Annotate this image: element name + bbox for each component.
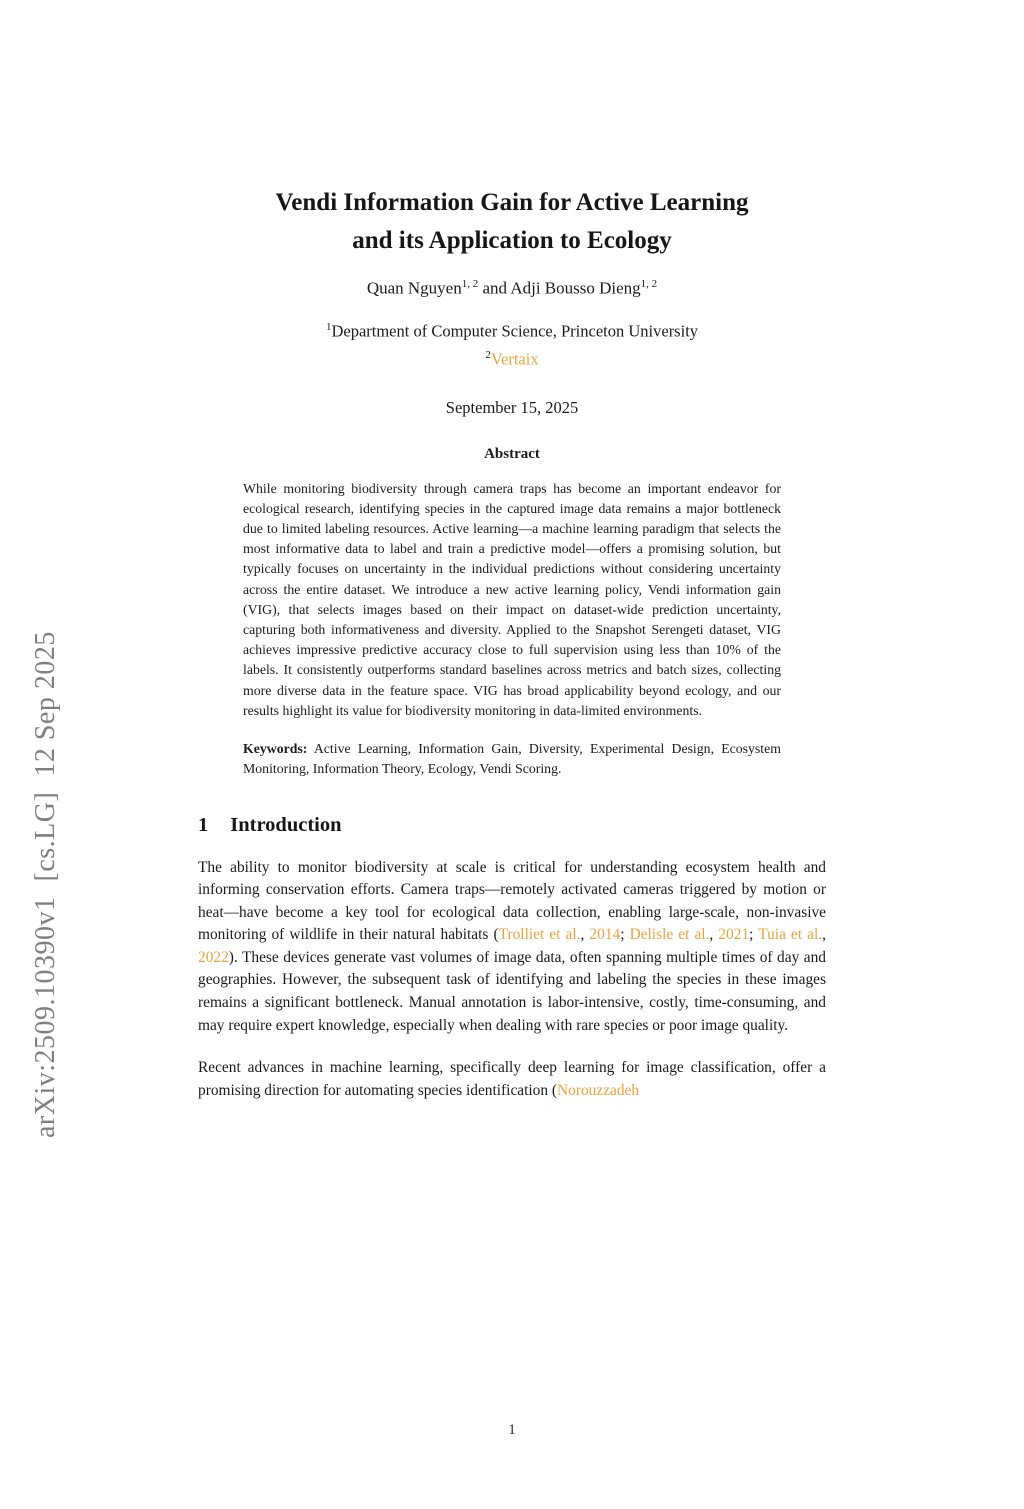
section-heading-introduction [198, 814, 826, 837]
paper-title [198, 184, 826, 260]
text-segment: Department of Computer Science, Princeton University [331, 321, 699, 341]
superscript-text: 2 [485, 349, 491, 362]
citation-link[interactable]: 2022 [198, 948, 229, 966]
abstract-section [243, 446, 781, 780]
affiliation-department [198, 315, 826, 344]
citation-link[interactable]: Vertaix [490, 349, 539, 369]
text-segment: and Adji Bousso Dieng [478, 278, 641, 298]
arxiv-watermark: arXiv:2509.10390v1 [cs.LG] 12 Sep 2025 [30, 631, 61, 1138]
text-segment: Quan Nguyen [366, 278, 462, 298]
abstract-keywords [243, 739, 781, 779]
text-segment: Keywords: [243, 741, 308, 757]
citation-link[interactable]: 2021 [718, 926, 750, 944]
paper-title-line-2: and its Application to Ecology [352, 227, 672, 254]
text-segment: The ability to monitor biodiversity at scale is critical for understanding ecosystem health and informing conservation efforts. Camera traps—remotely activated cameras triggered by motion or heat—have become a key tool for ecological data collection, enabling large-scale, non-invasive monitoring of wildlife in their natural habitats ( [198, 858, 826, 944]
citation-link[interactable]: Delisle et al. [629, 926, 710, 944]
text-segment: ; [620, 926, 630, 944]
section-title: Introduction [230, 813, 342, 836]
superscript-text: 1, 2 [461, 278, 479, 290]
text-segment: , [580, 926, 590, 944]
abstract-heading: Abstract [484, 445, 540, 462]
text-segment: , [709, 926, 719, 944]
text-segment: , [822, 926, 826, 944]
superscript-text: 1 [325, 320, 332, 333]
abstract-body: While monitoring biodiversity through camera traps has become an important endeavor for ecological research, identifying species in the captured image data remains a major bottleneck due to limited labeling resources. Active learning—a machine learning paradigm that selects the most informative data to label and train a predictive model—offers a promising solution, but typically focuses on uncertainty in the individual predictions without considering uncertainty across the entire dataset. We introduce a new active learning policy, Vendi information gain (VIG), that selects images based on their impact on dataset-wide prediction uncertainty, capturing both informativeness and diversity. Applied to the Snapshot Serengeti dataset, VIG achieves impressive predictive accuracy close to full supervision using less than 10% of the labels. It consistently outperforms standard baselines across metrics and batch sizes, collecting more diverse data in the feature space. VIG has broad applicability beyond ecology, and our results highlight its value for biodiversity monitoring in data-limited environments. [243, 480, 781, 718]
paper-date: September 15, 2025 [445, 397, 579, 417]
citation-link[interactable]: Trolliet et al. [498, 926, 581, 944]
author-line [198, 278, 826, 299]
page-number: 1 [508, 1422, 516, 1438]
affiliation-vertaix [198, 343, 826, 372]
text-segment: ; [749, 926, 759, 944]
citation-link[interactable]: Tuia et al. [758, 926, 823, 944]
intro-paragraph-1 [198, 857, 826, 1038]
citation-link[interactable]: 2014 [589, 926, 621, 944]
intro-paragraph-2 [198, 1057, 826, 1102]
paper-content [198, 184, 826, 1102]
text-segment: ). These devices generate vast volumes of image data, often spanning multiple times of day and geographies. However, the subsequent task of identifying and labeling the species in these images remains a significant bottleneck. Manual annotation is labor-intensive, costly, time-consuming, and may require expert knowledge, especially when dealing with rare species or poor image quality. [198, 948, 826, 1034]
text-segment: Active Learning, Information Gain, Diversity, Experimental Design, Ecosystem Monitoring, Information Theory, Ecology, Vendi Scoring. [243, 741, 781, 777]
paper-title-line-1: Vendi Information Gain for Active Learning [275, 189, 749, 216]
section-number: 1 [198, 813, 209, 836]
superscript-text: 1, 2 [640, 278, 658, 290]
citation-link[interactable]: Norouzzadeh [557, 1081, 640, 1099]
text-segment: Recent advances in machine learning, specifically deep learning for image classification, offer a promising direction for automating species identification ( [198, 1059, 826, 1099]
